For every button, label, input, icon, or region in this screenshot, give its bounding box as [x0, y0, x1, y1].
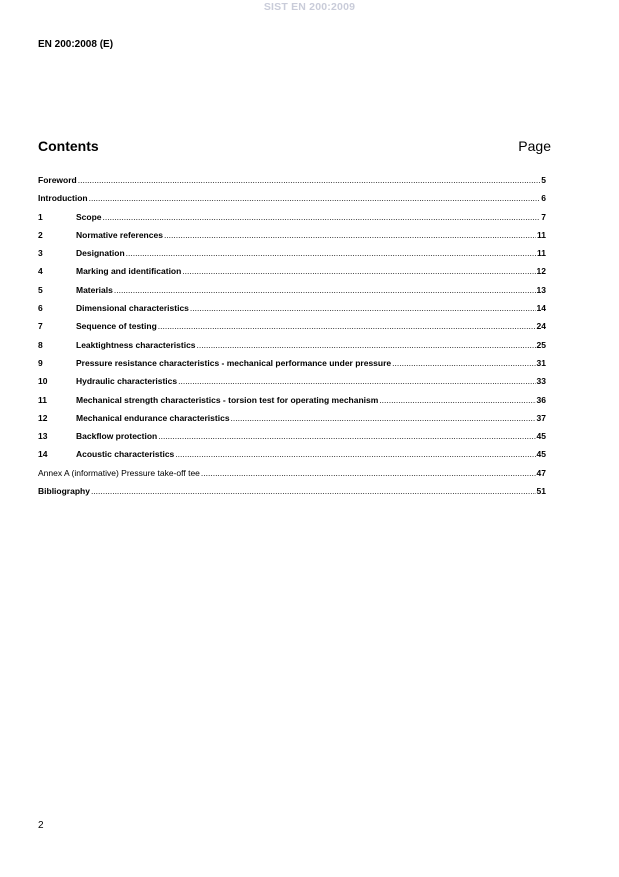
toc-entry-10[interactable]	[38, 376, 546, 394]
toc-page-number: 51	[536, 486, 546, 497]
toc-page-number: 5	[541, 175, 546, 185]
toc-dot-leader	[201, 468, 536, 478]
toc-entry-12[interactable]	[38, 413, 546, 431]
toc-clause-number: 1	[38, 211, 43, 222]
toc-clause-number: 14	[38, 449, 48, 460]
toc-clause-number: 13	[38, 431, 48, 442]
toc-dot-leader	[158, 431, 535, 441]
toc-title: Introduction	[38, 193, 88, 204]
table-of-contents	[38, 175, 546, 504]
toc-entry-introduction[interactable]	[38, 193, 546, 211]
toc-title: Sequence of testing	[76, 321, 157, 332]
toc-title: Mechanical endurance characteristics	[76, 412, 230, 423]
toc-page-number: 7	[541, 211, 546, 222]
toc-clause-number: 4	[38, 266, 43, 277]
toc-clause-number: 2	[38, 229, 43, 240]
toc-title: Materials	[76, 284, 113, 295]
toc-dot-leader	[182, 266, 535, 276]
toc-title: Annex A (informative) Pressure take-off tee	[38, 467, 200, 478]
toc-title: Mechanical strength characteristics - torsion test for operating mechanism	[76, 394, 379, 405]
toc-page-number: 11	[537, 248, 546, 259]
toc-title: Scope	[76, 211, 102, 222]
toc-dot-leader	[190, 303, 536, 313]
toc-dot-leader	[126, 248, 536, 258]
toc-dot-leader	[231, 413, 536, 423]
page-column-heading: Page	[518, 138, 551, 154]
watermark: SIST EN 200:2009	[263, 1, 356, 13]
toc-title: Dimensional characteristics	[76, 303, 189, 314]
toc-dot-leader	[91, 486, 536, 496]
toc-dot-leader	[164, 230, 536, 240]
toc-title: Normative references	[76, 229, 163, 240]
toc-page-number: 45	[536, 449, 546, 460]
toc-dot-leader	[114, 285, 536, 295]
toc-entry-2[interactable]	[38, 230, 546, 248]
toc-clause-number: 7	[38, 321, 43, 332]
toc-title: Bibliography	[38, 486, 90, 497]
toc-entry-1[interactable]	[38, 212, 546, 230]
toc-entry-bibliography[interactable]	[38, 486, 546, 504]
toc-title: Acoustic characteristics	[76, 449, 175, 460]
toc-page-number: 6	[541, 193, 546, 204]
toc-dot-leader	[197, 340, 536, 350]
contents-heading: Contents	[38, 138, 99, 154]
toc-entry-6[interactable]	[38, 303, 546, 321]
toc-entry-4[interactable]	[38, 266, 546, 284]
toc-title: Designation	[76, 248, 125, 259]
toc-entry-foreword[interactable]	[38, 175, 546, 193]
toc-dot-leader	[103, 212, 541, 222]
toc-entry-8[interactable]	[38, 340, 546, 358]
toc-page-number: 14	[536, 303, 546, 314]
toc-page-number: 47	[536, 467, 546, 478]
toc-page-number: 37	[536, 412, 546, 423]
toc-clause-number: 12	[38, 412, 48, 423]
toc-clause-number: 3	[38, 248, 43, 259]
toc-dot-leader	[89, 193, 541, 203]
toc-clause-number: 8	[38, 339, 43, 350]
toc-dot-leader	[379, 395, 535, 405]
toc-clause-number: 9	[38, 357, 43, 368]
toc-title: Pressure resistance characteristics - mechanical performance under pressure	[76, 357, 392, 368]
toc-dot-leader	[158, 321, 536, 331]
toc-page-number: 25	[536, 339, 546, 350]
toc-page-number: 31	[536, 357, 546, 368]
document-id: EN 200:2008 (E)	[38, 39, 114, 50]
toc-clause-number: 10	[38, 376, 48, 387]
toc-page-number: 13	[536, 284, 546, 295]
toc-page-number: 33	[536, 376, 546, 387]
toc-page-number: 11	[537, 229, 546, 240]
toc-title: Leaktightness characteristics	[76, 339, 196, 350]
toc-page-number: 36	[536, 394, 546, 405]
toc-clause-number: 6	[38, 303, 43, 314]
toc-page-number: 12	[536, 266, 546, 277]
toc-clause-number: 5	[38, 284, 43, 295]
toc-dot-leader	[175, 449, 535, 459]
toc-entry-11[interactable]	[38, 395, 546, 413]
toc-entry-5[interactable]	[38, 285, 546, 303]
toc-page-number: 45	[536, 431, 546, 442]
toc-entry-13[interactable]	[38, 431, 546, 449]
toc-clause-number: 11	[38, 394, 47, 405]
toc-entry-14[interactable]	[38, 449, 546, 467]
page-number: 2	[38, 820, 44, 831]
toc-entry-annex-a[interactable]	[38, 468, 546, 486]
toc-dot-leader	[178, 376, 535, 386]
toc-title: Marking and identification	[76, 266, 182, 277]
toc-entry-9[interactable]	[38, 358, 546, 376]
toc-title: Hydraulic characteristics	[76, 376, 178, 387]
toc-page-number: 24	[536, 321, 546, 332]
toc-dot-leader	[392, 358, 535, 368]
toc-entry-3[interactable]	[38, 248, 546, 266]
toc-entry-7[interactable]	[38, 321, 546, 339]
toc-title: Backflow protection	[76, 431, 158, 442]
toc-title: Foreword	[38, 175, 77, 185]
toc-dot-leader	[78, 175, 541, 185]
